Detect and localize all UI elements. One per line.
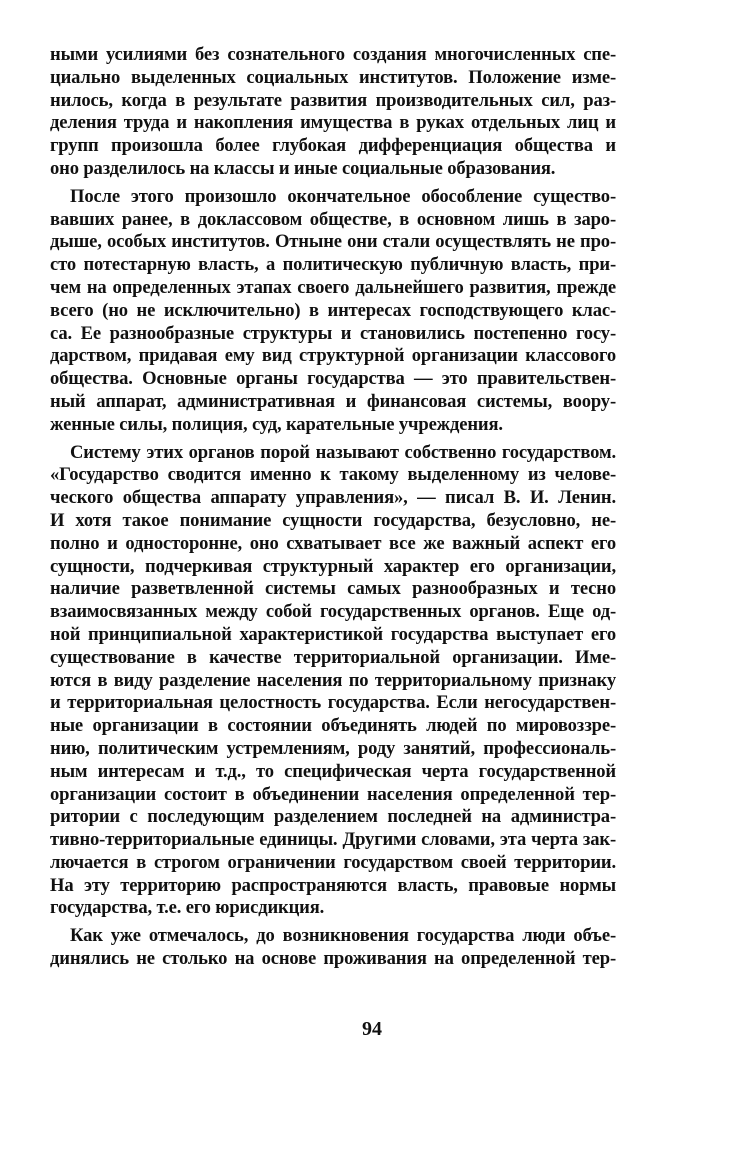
text-line: существование в качестве территориальной организации. Име-: [50, 646, 616, 668]
paragraph-2: [50, 186, 616, 437]
text-line: ным интересам и т.д., то специфическая черта государственной: [50, 760, 616, 782]
text-line: После этого произошло окончательное обособление существо-: [70, 185, 616, 207]
text-line: «Государство сводится именно к такому выделенному из челове-: [50, 464, 616, 486]
paragraph-1: [50, 44, 616, 181]
paragraph-3: [50, 442, 616, 921]
text-line: ный аппарат, административная и финансовая системы, воору-: [50, 390, 616, 412]
text-line: ные организации в состоянии объединять людей по мировоззре-: [50, 715, 616, 737]
text-line: всего (но не исключительно) в интересах господствующего клас-: [50, 299, 616, 321]
text-line: женные силы, полиция, суд, карательные учреждения.: [50, 413, 503, 435]
text-line: сущности, подчеркивая структурный характер его организации,: [50, 555, 616, 577]
page-number: 94: [362, 1018, 382, 1040]
text-line: взаимосвязанных между собой государственных органов. Еще од-: [50, 601, 616, 623]
text-line: ной принципиальной характеристикой государства выступает его: [50, 623, 616, 645]
text-line: Систему этих органов порой называют собственно государством.: [70, 441, 616, 463]
text-line: ются в виду разделение населения по территориальному признаку: [50, 669, 616, 691]
text-line: На эту территорию распространяются власть, правовые нормы: [50, 874, 616, 896]
text-line: наличие разветвленной системы самых разнообразных и тесно: [50, 578, 616, 600]
text-line: оно разделилось на классы и иные социальные образования.: [50, 157, 556, 179]
text-line: общества. Основные органы государства — это правительствен-: [50, 368, 616, 390]
text-line: государства, т.е. его юрисдикция.: [50, 897, 325, 919]
paragraph-4: [50, 925, 616, 971]
text-line: И хотя такое понимание сущности государства, безусловно, не-: [50, 509, 616, 531]
text-line: сто потестарную власть, а политическую публичную власть, при-: [50, 254, 616, 276]
text-line: организации состоит в объединении населения определенной тер-: [50, 783, 616, 805]
text-line: вавших ранее, в доклассовом обществе, в основном лишь в заро-: [50, 208, 616, 230]
text-line: нилось, когда в результате развития производительных сил, раз-: [50, 89, 616, 111]
text-line: нию, политическим устремлениям, роду занятий, профессиональ-: [50, 737, 616, 759]
text-line: полно и односторонне, оно схватывает все же важный аспект его: [50, 532, 616, 554]
text-line: тивно-территориальные единицы. Другими словами, эта черта зак-: [50, 829, 616, 851]
text-line: ритории с последующим разделением последней на администра-: [50, 806, 616, 828]
text-line: чем на определенных этапах своего дальнейшего развития, прежде: [50, 276, 616, 298]
text-line: групп произошла более глубокая дифференциация общества и: [50, 135, 616, 157]
text-line: дыше, особых институтов. Отныне они стали осуществлять не про-: [50, 231, 616, 253]
text-line: и территориальная целостность государства. Если негосударствен-: [50, 692, 616, 714]
text-line: лючается в строгом ограничении государством своей территории.: [50, 851, 616, 873]
text-line: ческого общества аппарату управления», — писал В. И. Ленин.: [50, 487, 616, 509]
text-line: деления труда и накопления имущества в руках отдельных лиц и: [50, 112, 616, 134]
text-line: дарством, придавая ему вид структурной организации классового: [50, 345, 616, 367]
text-line: Как уже отмечалось, до возникновения государства люди объе-: [70, 925, 616, 947]
text-line: циально выделенных социальных институтов. Положение изме-: [50, 66, 616, 88]
text-line: динялись не столько на основе проживания на определенной тер-: [50, 948, 616, 970]
text-line: ными усилиями без сознательного создания многочисленных спе-: [50, 44, 616, 65]
page-text: [50, 44, 616, 971]
text-line: са. Ее разнообразные структуры и становились постепенно госу-: [50, 322, 616, 344]
